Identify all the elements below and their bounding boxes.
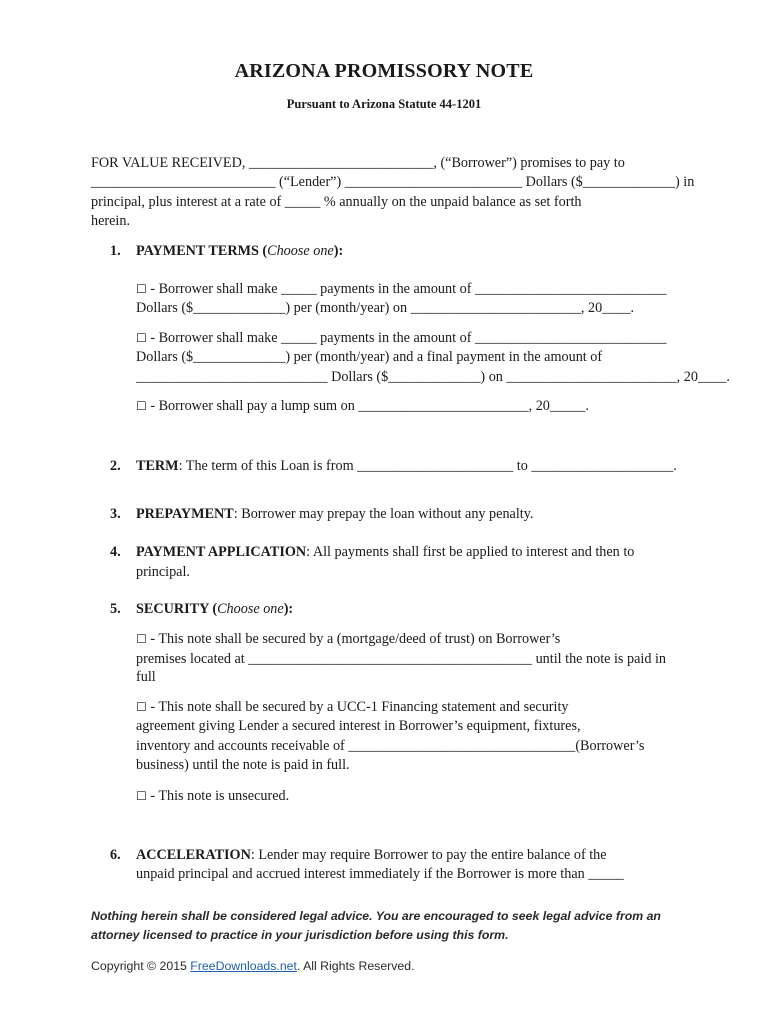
checkbox-icon[interactable]: ☐ <box>136 632 147 646</box>
section-text: ACCELERATION: Lender may require Borrower to pay the entire balance of the <box>136 847 607 863</box>
section-number: 4. <box>110 544 121 560</box>
section-text-continued: unpaid principal and accrued interest immediately if the Borrower is more than _____ <box>136 866 624 882</box>
security-option-ucc1: ☐ - This note shall be secured by a UCC-1 Financing statement and security <box>136 699 569 715</box>
intro-line: principal, plus interest at a rate of _____ % annually on the unpaid balance as set forth <box>91 194 582 210</box>
section-heading: SECURITY (Choose one): <box>136 601 294 617</box>
option-line: full <box>136 669 156 685</box>
disclaimer-line: attorney licensed to practice in your jurisdiction before using this form. <box>91 928 509 942</box>
option-line: ___________________________ Dollars ($_____________) on ________________________, 20____. <box>136 369 730 385</box>
freedownloads-link[interactable]: FreeDownloads.net <box>190 959 297 973</box>
section-number: 2. <box>110 458 121 474</box>
checkbox-icon[interactable]: ☐ <box>136 399 147 413</box>
section-heading: PAYMENT TERMS (Choose one): <box>136 243 344 259</box>
section-number: 3. <box>110 506 121 522</box>
option-line: inventory and accounts receivable of ________________________________(Borrower’s <box>136 738 645 754</box>
copyright-footer <box>91 959 415 973</box>
checkbox-icon[interactable]: ☐ <box>136 282 147 296</box>
copyright-prefix: Copyright © 2015 <box>91 959 191 973</box>
legal-disclaimer <box>91 907 691 945</box>
security-option-mortgage: ☐ - This note shall be secured by a (mortgage/deed of trust) on Borrower’s <box>136 631 561 647</box>
option-line: premises located at ________________________________________ until the note is paid in <box>136 651 667 667</box>
document-subtitle: Pursuant to Arizona Statute 44-1201 <box>286 97 482 111</box>
checkbox-icon[interactable]: ☐ <box>136 700 147 714</box>
disclaimer-line: Nothing herein shall be considered legal advice. You are encouraged to seek legal advice from an <box>91 909 661 923</box>
section-number: 6. <box>110 847 121 863</box>
payment-option-final-payment: ☐ - Borrower shall make _____ payments in the amount of ___________________________ <box>136 330 667 346</box>
checkbox-icon[interactable]: ☐ <box>136 789 147 803</box>
intro-line: herein. <box>91 213 130 229</box>
payment-option-lump-sum: ☐ - Borrower shall pay a lump sum on ________________________, 20_____. <box>136 398 589 414</box>
section-text: PAYMENT APPLICATION: All payments shall first be applied to interest and then to <box>136 544 635 560</box>
security-option-unsecured: ☐ - This note is unsecured. <box>136 788 290 804</box>
checkbox-icon[interactable]: ☐ <box>136 331 147 345</box>
option-line: Dollars ($_____________) per (month/year) on ________________________, 20____. <box>136 300 635 316</box>
option-line: agreement giving Lender a secured interest in Borrower’s equipment, fixtures, <box>136 718 581 734</box>
section-text: TERM: The term of this Loan is from ______________________ to ____________________. <box>136 458 677 474</box>
intro-line: FOR VALUE RECEIVED, __________________________, (“Borrower”) promises to pay to <box>91 155 625 171</box>
document-title: ARIZONA PROMISSORY NOTE <box>234 60 534 82</box>
section-text: PREPAYMENT: Borrower may prepay the loan without any penalty. <box>136 506 534 522</box>
section-number: 5. <box>110 601 121 617</box>
copyright-suffix: . All Rights Reserved. <box>296 959 415 973</box>
payment-option-installments: ☐ - Borrower shall make _____ payments in the amount of ___________________________ <box>136 281 667 297</box>
section-text-continued: principal. <box>136 564 190 580</box>
option-line: Dollars ($_____________) per (month/year) and a final payment in the amount of <box>136 349 603 365</box>
intro-line: __________________________ (“Lender”) _________________________ Dollars ($_____________) in <box>91 174 695 190</box>
option-line: business) until the note is paid in full. <box>136 757 350 773</box>
section-number: 1. <box>110 243 121 259</box>
